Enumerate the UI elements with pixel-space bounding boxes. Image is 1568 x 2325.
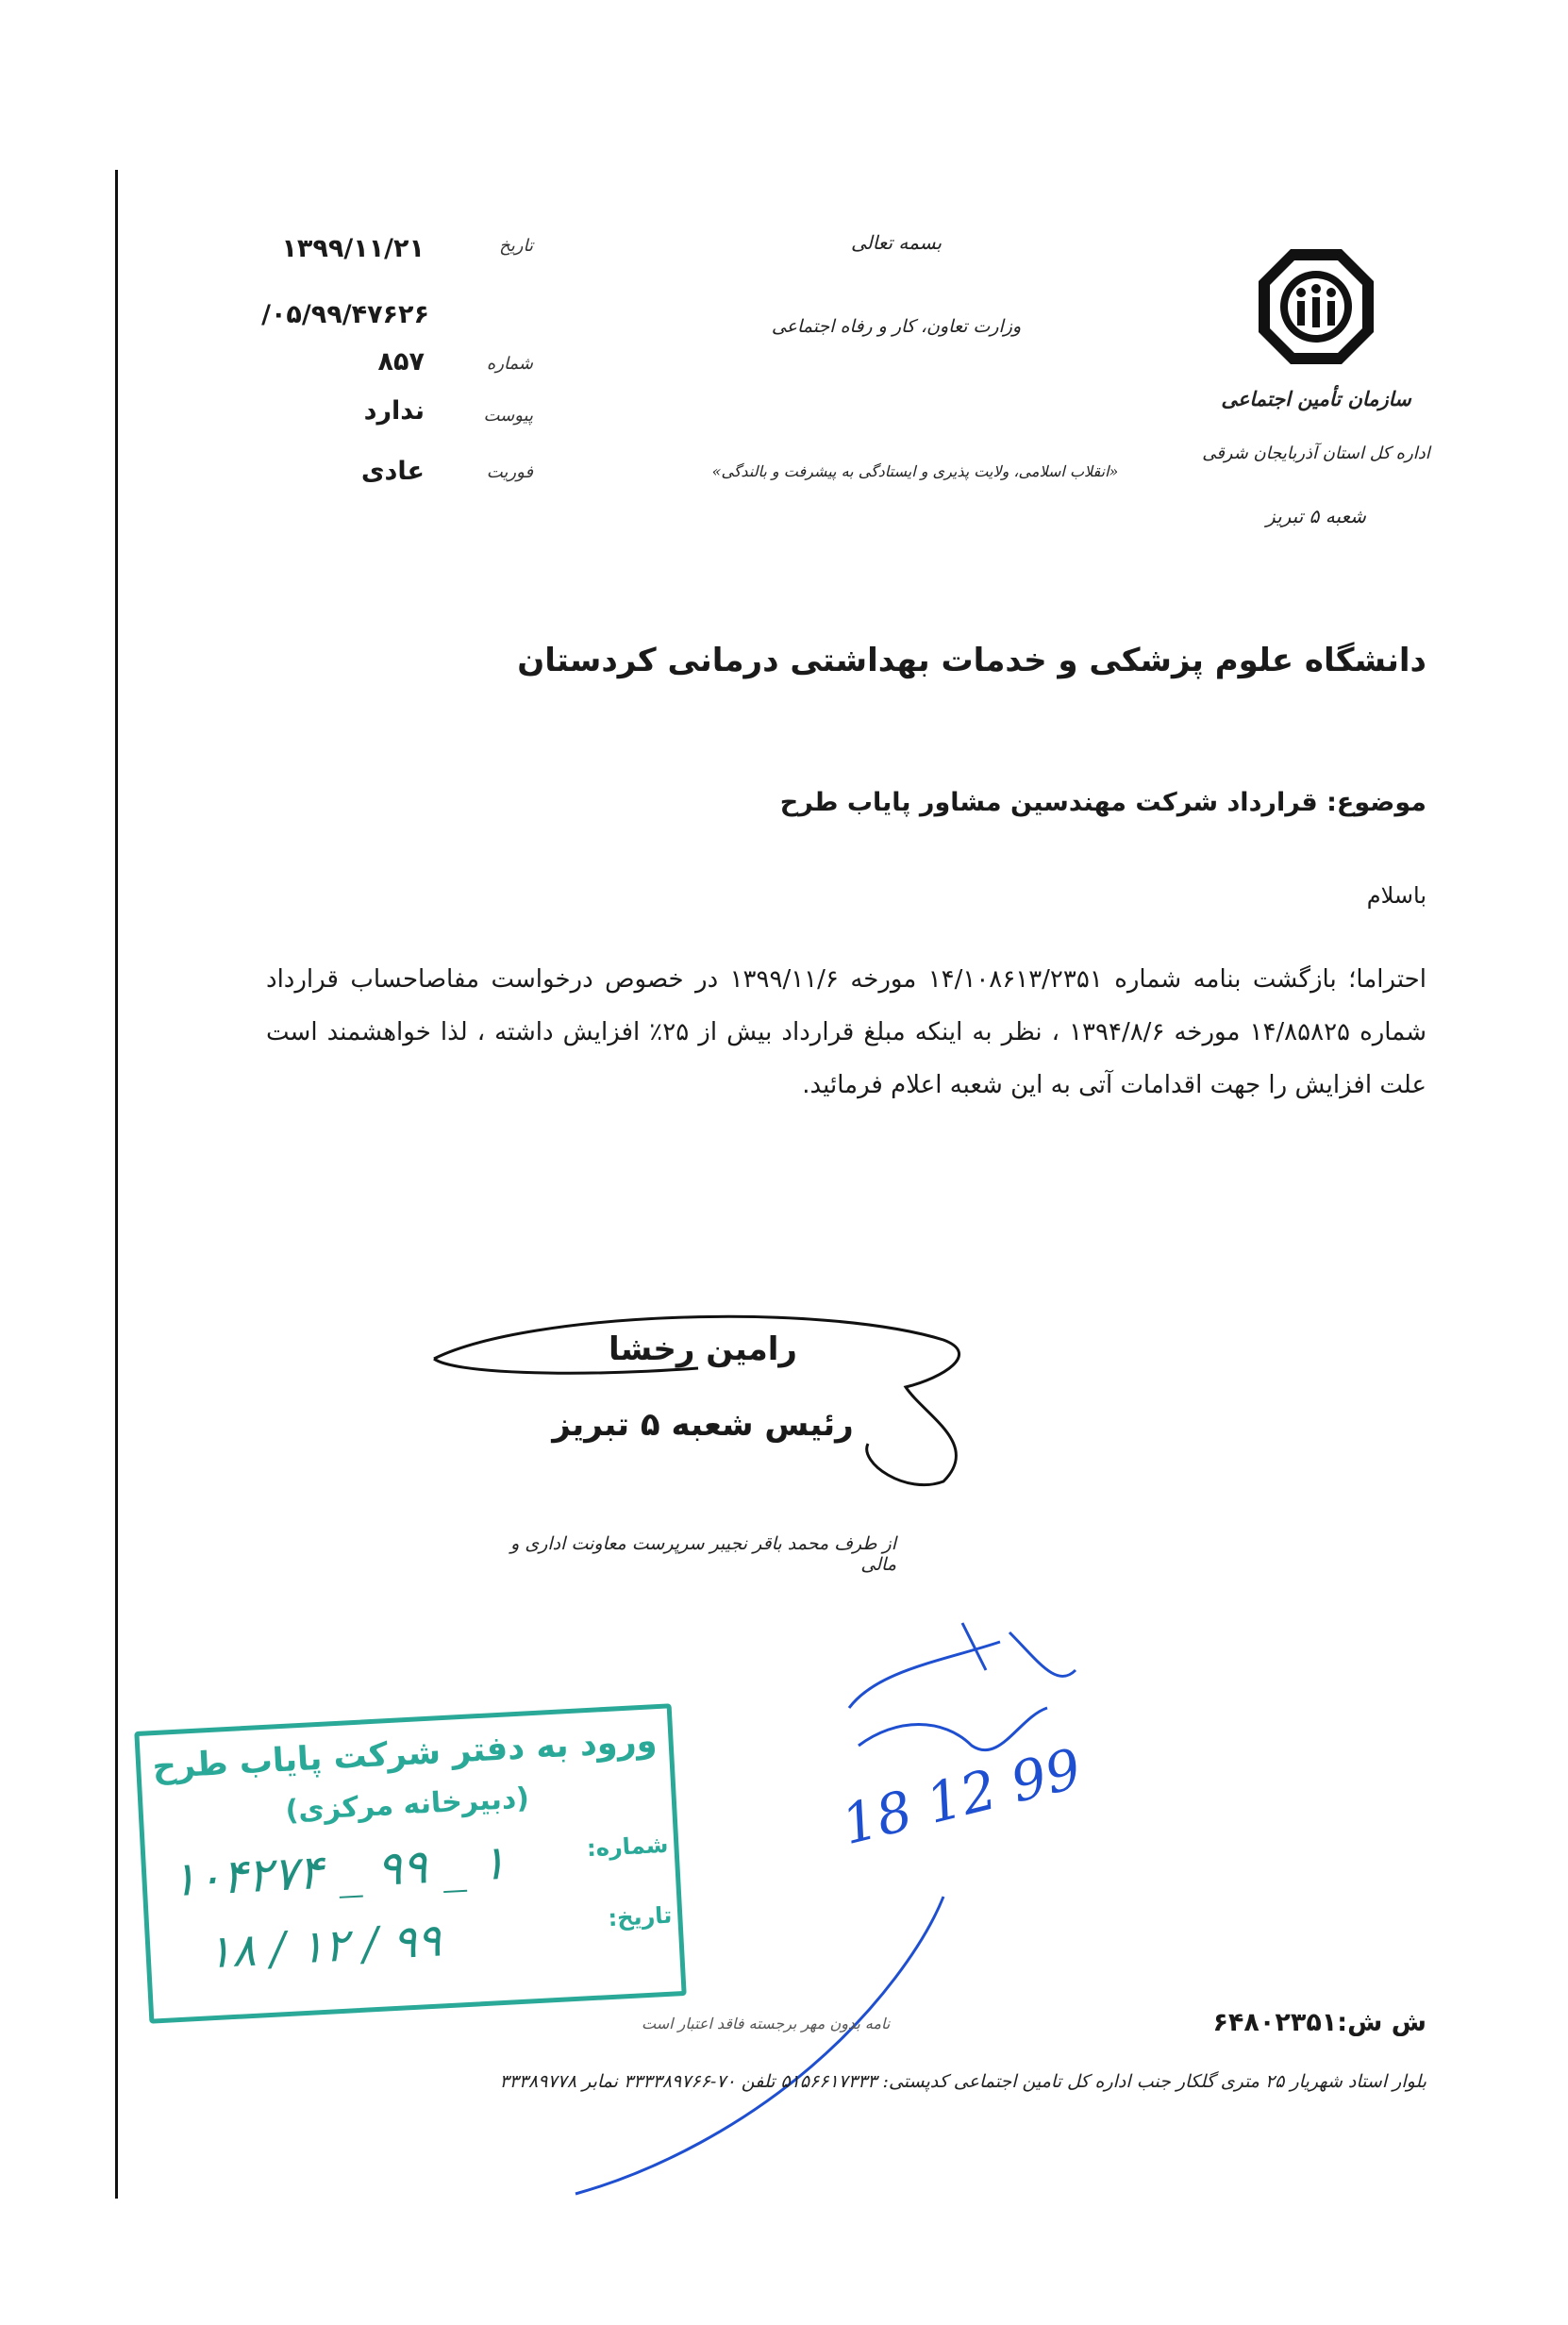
number-value: ۸۵۷ <box>377 347 425 376</box>
social-security-logo-icon <box>1255 245 1377 368</box>
date-value: ۱۳۹۹/۱۱/۲۱ <box>281 234 425 263</box>
organization-name: سازمان تأمین اجتماعی <box>1221 387 1411 410</box>
priority-label: فوریت <box>486 462 533 482</box>
provincial-office: اداره کل استان آذربایجان شرقی <box>1202 443 1430 463</box>
slogan: «انقلاب اسلامی، ولایت پذیری و ایستادگی به پیشرفت و بالندگی» <box>711 462 1119 480</box>
entry-stamp <box>134 1703 686 2023</box>
letter-body: احتراما؛ بازگشت بنامه شماره ۱۴/۱۰۸۶۱۳/۲۳۵۱ مورخه ۱۳۹۹/۱۱/۶ در خصوص درخواست مفاصاحساب قرارداد شماره ۱۴/۸۵۸۲۵ مورخه ۱۳۹۴/۸/۶ ، نظر به اینکه مبلغ قرارداد بیش از ۲۵٪ افزایش داشته ، لذا خواهشمند است علت افزایش را جهت اقدامات آتی به این شعبه اعلام فرمائید. <box>266 965 1426 1099</box>
ministry-name: وزارت تعاون، کار و رفاه اجتماعی <box>771 316 1022 337</box>
number-label: شماره <box>486 354 533 374</box>
handwritten-date: 18 12 99 <box>835 1735 1088 1858</box>
stamp-number-label: شماره: <box>586 1831 670 1863</box>
address-line: بلوار استاد شهریار ۲۵ متری گلکار جنب اداره کل تامین اجتماعی کدپستی: ۵۱۵۶۶۱۷۳۳۳ تلفن ۷۰-۳۳۳۳۸۹۷۶۶ نمابر ۳۳۳۸۹۷۷۸ <box>499 2071 1426 2092</box>
greeting: باسلام <box>1366 882 1426 909</box>
priority-value: عادی <box>360 457 425 486</box>
margin-line <box>115 170 118 2199</box>
recipient: دانشگاه علوم پزشکی و خدمات بهداشتی درمانی کردستان <box>517 642 1426 679</box>
stamp-line1: ورود به دفتر شرکت پایاب طرح <box>151 1722 659 1787</box>
on-behalf-note: از طرف محمد باقر نجیبر سرپرست معاونت اداری و مالی <box>510 1533 896 1575</box>
stamp-date-value: ۱۸ / ۱۲ / ۹۹ <box>206 1914 442 1980</box>
basmala: بسمه تعالی <box>850 231 942 254</box>
attachment-value: ندارد <box>363 396 425 426</box>
attachment-label: پیوست <box>483 406 533 426</box>
stamp-number-value: ۱۰۴۲۷۴ _ ۹۹ _ ۱ <box>170 1834 508 1908</box>
signatory-name: رامین رخشا <box>608 1330 798 1368</box>
subject: موضوع: قرارداد شرکت مهندسین مشاور پایاب طرح <box>779 788 1426 817</box>
no-stamp-note: نامه بدون مهر برجسته فاقد اعتبار است <box>642 2015 891 2032</box>
signatory-title: رئیس شعبه ۵ تبریز <box>552 1406 854 1444</box>
branch-name: شعبه ۵ تبریز <box>1266 505 1366 527</box>
stamp-date-label: تاریخ: <box>607 1901 673 1932</box>
phone-number: ش ش:۶۴۸۰۲۳۵۱ <box>1212 2008 1426 2037</box>
reference-number: /۰۵/۹۹/۴۷۶۲۶ <box>261 300 429 329</box>
stamp-line2: (دبیرخانه مرکزی) <box>284 1781 530 1828</box>
date-label: تاریخ <box>499 236 533 256</box>
